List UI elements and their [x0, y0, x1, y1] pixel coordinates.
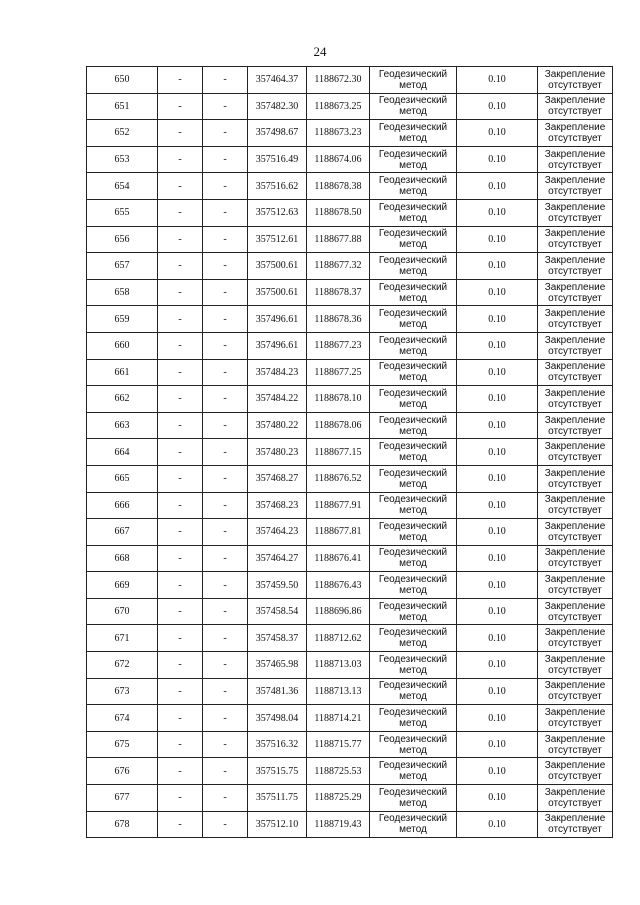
empty-value-cell: - — [158, 492, 203, 519]
point-number-cell: 670 — [87, 598, 158, 625]
x-coordinate-cell: 357511.75 — [248, 785, 307, 812]
y-coordinate-cell: 1188676.43 — [307, 572, 370, 599]
y-coordinate-cell: 1188677.25 — [307, 359, 370, 386]
method-cell: Геодезический метод — [370, 731, 457, 758]
x-coordinate-cell: 357458.54 — [248, 598, 307, 625]
empty-value-cell: - — [158, 811, 203, 838]
table-row — [87, 731, 613, 758]
empty-value-cell: - — [203, 625, 248, 652]
y-coordinate-cell: 1188676.41 — [307, 545, 370, 572]
empty-value-cell: - — [203, 386, 248, 413]
x-coordinate-cell: 357480.22 — [248, 412, 307, 439]
table-row — [87, 572, 613, 599]
x-coordinate-cell: 357484.22 — [248, 386, 307, 413]
accuracy-cell: 0.10 — [457, 359, 538, 386]
empty-value-cell: - — [158, 332, 203, 359]
marking-cell: Закрепление отсутствует — [538, 519, 613, 546]
table-row — [87, 758, 613, 785]
x-coordinate-cell: 357482.30 — [248, 93, 307, 120]
point-number-cell: 669 — [87, 572, 158, 599]
x-coordinate-cell: 357464.23 — [248, 519, 307, 546]
method-cell: Геодезический метод — [370, 173, 457, 200]
y-coordinate-cell: 1188696.86 — [307, 598, 370, 625]
table-row — [87, 465, 613, 492]
y-coordinate-cell: 1188678.36 — [307, 306, 370, 333]
marking-cell: Закрепление отсутствует — [538, 120, 613, 147]
empty-value-cell: - — [158, 253, 203, 280]
x-coordinate-cell: 357496.61 — [248, 332, 307, 359]
marking-cell: Закрепление отсутствует — [538, 93, 613, 120]
y-coordinate-cell: 1188678.10 — [307, 386, 370, 413]
empty-value-cell: - — [158, 412, 203, 439]
empty-value-cell: - — [158, 279, 203, 306]
table-row — [87, 652, 613, 679]
empty-value-cell: - — [158, 678, 203, 705]
y-coordinate-cell: 1188678.06 — [307, 412, 370, 439]
point-number-cell: 657 — [87, 253, 158, 280]
point-number-cell: 650 — [87, 67, 158, 94]
method-cell: Геодезический метод — [370, 146, 457, 173]
y-coordinate-cell: 1188713.13 — [307, 678, 370, 705]
method-cell: Геодезический метод — [370, 199, 457, 226]
point-number-cell: 652 — [87, 120, 158, 147]
accuracy-cell: 0.10 — [457, 811, 538, 838]
point-number-cell: 654 — [87, 173, 158, 200]
point-number-cell: 672 — [87, 652, 158, 679]
accuracy-cell: 0.10 — [457, 386, 538, 413]
method-cell: Геодезический метод — [370, 758, 457, 785]
marking-cell: Закрепление отсутствует — [538, 545, 613, 572]
table-row — [87, 253, 613, 280]
y-coordinate-cell: 1188725.53 — [307, 758, 370, 785]
method-cell: Геодезический метод — [370, 120, 457, 147]
empty-value-cell: - — [203, 253, 248, 280]
accuracy-cell: 0.10 — [457, 705, 538, 732]
accuracy-cell: 0.10 — [457, 253, 538, 280]
method-cell: Геодезический метод — [370, 572, 457, 599]
x-coordinate-cell: 357516.32 — [248, 731, 307, 758]
accuracy-cell: 0.10 — [457, 545, 538, 572]
empty-value-cell: - — [203, 93, 248, 120]
table-row — [87, 705, 613, 732]
x-coordinate-cell: 357516.49 — [248, 146, 307, 173]
empty-value-cell: - — [158, 572, 203, 599]
empty-value-cell: - — [203, 545, 248, 572]
empty-value-cell: - — [203, 359, 248, 386]
marking-cell: Закрепление отсутствует — [538, 572, 613, 599]
empty-value-cell: - — [203, 731, 248, 758]
point-number-cell: 667 — [87, 519, 158, 546]
empty-value-cell: - — [158, 173, 203, 200]
point-number-cell: 659 — [87, 306, 158, 333]
marking-cell: Закрепление отсутствует — [538, 731, 613, 758]
table-row — [87, 146, 613, 173]
x-coordinate-cell: 357458.37 — [248, 625, 307, 652]
marking-cell: Закрепление отсутствует — [538, 253, 613, 280]
table-row — [87, 492, 613, 519]
method-cell: Геодезический метод — [370, 625, 457, 652]
empty-value-cell: - — [158, 146, 203, 173]
point-number-cell: 671 — [87, 625, 158, 652]
method-cell: Геодезический метод — [370, 439, 457, 466]
accuracy-cell: 0.10 — [457, 758, 538, 785]
x-coordinate-cell: 357498.67 — [248, 120, 307, 147]
marking-cell: Закрепление отсутствует — [538, 173, 613, 200]
empty-value-cell: - — [203, 120, 248, 147]
empty-value-cell: - — [158, 439, 203, 466]
marking-cell: Закрепление отсутствует — [538, 625, 613, 652]
marking-cell: Закрепление отсутствует — [538, 705, 613, 732]
point-number-cell: 676 — [87, 758, 158, 785]
empty-value-cell: - — [158, 386, 203, 413]
table-row — [87, 306, 613, 333]
y-coordinate-cell: 1188678.38 — [307, 173, 370, 200]
x-coordinate-cell: 357500.61 — [248, 279, 307, 306]
coordinates-table-body — [87, 67, 613, 838]
point-number-cell: 665 — [87, 465, 158, 492]
y-coordinate-cell: 1188715.77 — [307, 731, 370, 758]
accuracy-cell: 0.10 — [457, 173, 538, 200]
y-coordinate-cell: 1188677.81 — [307, 519, 370, 546]
empty-value-cell: - — [203, 598, 248, 625]
empty-value-cell: - — [203, 492, 248, 519]
point-number-cell: 673 — [87, 678, 158, 705]
coordinates-table — [86, 66, 613, 838]
marking-cell: Закрепление отсутствует — [538, 359, 613, 386]
table-row — [87, 332, 613, 359]
empty-value-cell: - — [203, 572, 248, 599]
accuracy-cell: 0.10 — [457, 652, 538, 679]
empty-value-cell: - — [203, 439, 248, 466]
y-coordinate-cell: 1188725.29 — [307, 785, 370, 812]
point-number-cell: 678 — [87, 811, 158, 838]
method-cell: Геодезический метод — [370, 705, 457, 732]
table-row — [87, 811, 613, 838]
accuracy-cell: 0.10 — [457, 572, 538, 599]
marking-cell: Закрепление отсутствует — [538, 678, 613, 705]
method-cell: Геодезический метод — [370, 492, 457, 519]
x-coordinate-cell: 357465.98 — [248, 652, 307, 679]
point-number-cell: 660 — [87, 332, 158, 359]
point-number-cell: 653 — [87, 146, 158, 173]
accuracy-cell: 0.10 — [457, 598, 538, 625]
method-cell: Геодезический метод — [370, 519, 457, 546]
accuracy-cell: 0.10 — [457, 731, 538, 758]
empty-value-cell: - — [203, 758, 248, 785]
y-coordinate-cell: 1188678.37 — [307, 279, 370, 306]
point-number-cell: 677 — [87, 785, 158, 812]
accuracy-cell: 0.10 — [457, 412, 538, 439]
table-row — [87, 93, 613, 120]
empty-value-cell: - — [158, 785, 203, 812]
empty-value-cell: - — [203, 652, 248, 679]
point-number-cell: 658 — [87, 279, 158, 306]
marking-cell: Закрепление отсутствует — [538, 226, 613, 253]
marking-cell: Закрепление отсутствует — [538, 785, 613, 812]
empty-value-cell: - — [158, 545, 203, 572]
empty-value-cell: - — [203, 412, 248, 439]
empty-value-cell: - — [158, 199, 203, 226]
empty-value-cell: - — [158, 705, 203, 732]
method-cell: Геодезический метод — [370, 652, 457, 679]
accuracy-cell: 0.10 — [457, 279, 538, 306]
accuracy-cell: 0.10 — [457, 439, 538, 466]
table-row — [87, 226, 613, 253]
empty-value-cell: - — [203, 519, 248, 546]
x-coordinate-cell: 357484.23 — [248, 359, 307, 386]
marking-cell: Закрепление отсутствует — [538, 67, 613, 94]
method-cell: Геодезический метод — [370, 412, 457, 439]
table-row — [87, 439, 613, 466]
accuracy-cell: 0.10 — [457, 519, 538, 546]
empty-value-cell: - — [203, 332, 248, 359]
method-cell: Геодезический метод — [370, 306, 457, 333]
empty-value-cell: - — [203, 67, 248, 94]
empty-value-cell: - — [158, 519, 203, 546]
table-row — [87, 359, 613, 386]
empty-value-cell: - — [203, 199, 248, 226]
table-row — [87, 678, 613, 705]
y-coordinate-cell: 1188719.43 — [307, 811, 370, 838]
accuracy-cell: 0.10 — [457, 67, 538, 94]
point-number-cell: 662 — [87, 386, 158, 413]
y-coordinate-cell: 1188677.91 — [307, 492, 370, 519]
method-cell: Геодезический метод — [370, 332, 457, 359]
table-row — [87, 386, 613, 413]
y-coordinate-cell: 1188677.32 — [307, 253, 370, 280]
empty-value-cell: - — [203, 678, 248, 705]
method-cell: Геодезический метод — [370, 785, 457, 812]
empty-value-cell: - — [158, 93, 203, 120]
marking-cell: Закрепление отсутствует — [538, 146, 613, 173]
method-cell: Геодезический метод — [370, 678, 457, 705]
empty-value-cell: - — [158, 652, 203, 679]
marking-cell: Закрепление отсутствует — [538, 279, 613, 306]
page-number: 24 — [313, 44, 327, 59]
accuracy-cell: 0.10 — [457, 492, 538, 519]
empty-value-cell: - — [158, 465, 203, 492]
empty-value-cell: - — [203, 173, 248, 200]
accuracy-cell: 0.10 — [457, 120, 538, 147]
method-cell: Геодезический метод — [370, 93, 457, 120]
table-row — [87, 279, 613, 306]
empty-value-cell: - — [158, 226, 203, 253]
y-coordinate-cell: 1188673.25 — [307, 93, 370, 120]
empty-value-cell: - — [203, 465, 248, 492]
y-coordinate-cell: 1188677.15 — [307, 439, 370, 466]
table-row — [87, 173, 613, 200]
table-row — [87, 545, 613, 572]
marking-cell: Закрепление отсутствует — [538, 652, 613, 679]
point-number-cell: 674 — [87, 705, 158, 732]
accuracy-cell: 0.10 — [457, 306, 538, 333]
y-coordinate-cell: 1188713.03 — [307, 652, 370, 679]
table-row — [87, 67, 613, 94]
method-cell: Геодезический метод — [370, 598, 457, 625]
x-coordinate-cell: 357459.50 — [248, 572, 307, 599]
marking-cell: Закрепление отсутствует — [538, 412, 613, 439]
y-coordinate-cell: 1188714.21 — [307, 705, 370, 732]
point-number-cell: 675 — [87, 731, 158, 758]
empty-value-cell: - — [203, 785, 248, 812]
table-row — [87, 598, 613, 625]
x-coordinate-cell: 357512.63 — [248, 199, 307, 226]
table-row — [87, 412, 613, 439]
point-number-cell: 661 — [87, 359, 158, 386]
y-coordinate-cell: 1188676.52 — [307, 465, 370, 492]
table-row — [87, 120, 613, 147]
method-cell: Геодезический метод — [370, 226, 457, 253]
method-cell: Геодезический метод — [370, 253, 457, 280]
accuracy-cell: 0.10 — [457, 146, 538, 173]
point-number-cell: 651 — [87, 93, 158, 120]
empty-value-cell: - — [158, 67, 203, 94]
y-coordinate-cell: 1188677.23 — [307, 332, 370, 359]
empty-value-cell: - — [203, 146, 248, 173]
accuracy-cell: 0.10 — [457, 226, 538, 253]
accuracy-cell: 0.10 — [457, 785, 538, 812]
accuracy-cell: 0.10 — [457, 678, 538, 705]
marking-cell: Закрепление отсутствует — [538, 465, 613, 492]
empty-value-cell: - — [158, 625, 203, 652]
empty-value-cell: - — [158, 598, 203, 625]
y-coordinate-cell: 1188673.23 — [307, 120, 370, 147]
method-cell: Геодезический метод — [370, 545, 457, 572]
marking-cell: Закрепление отсутствует — [538, 199, 613, 226]
y-coordinate-cell: 1188674.06 — [307, 146, 370, 173]
marking-cell: Закрепление отсутствует — [538, 386, 613, 413]
x-coordinate-cell: 357480.23 — [248, 439, 307, 466]
table-row — [87, 199, 613, 226]
accuracy-cell: 0.10 — [457, 332, 538, 359]
marking-cell: Закрепление отсутствует — [538, 439, 613, 466]
empty-value-cell: - — [203, 279, 248, 306]
method-cell: Геодезический метод — [370, 67, 457, 94]
marking-cell: Закрепление отсутствует — [538, 306, 613, 333]
y-coordinate-cell: 1188712.62 — [307, 625, 370, 652]
y-coordinate-cell: 1188672.30 — [307, 67, 370, 94]
x-coordinate-cell: 357464.37 — [248, 67, 307, 94]
y-coordinate-cell: 1188678.50 — [307, 199, 370, 226]
empty-value-cell: - — [158, 758, 203, 785]
x-coordinate-cell: 357512.61 — [248, 226, 307, 253]
method-cell: Геодезический метод — [370, 359, 457, 386]
table-row — [87, 785, 613, 812]
empty-value-cell: - — [158, 731, 203, 758]
point-number-cell: 666 — [87, 492, 158, 519]
marking-cell: Закрепление отсутствует — [538, 758, 613, 785]
x-coordinate-cell: 357515.75 — [248, 758, 307, 785]
method-cell: Геодезический метод — [370, 465, 457, 492]
point-number-cell: 656 — [87, 226, 158, 253]
accuracy-cell: 0.10 — [457, 199, 538, 226]
method-cell: Геодезический метод — [370, 279, 457, 306]
x-coordinate-cell: 357516.62 — [248, 173, 307, 200]
method-cell: Геодезический метод — [370, 811, 457, 838]
empty-value-cell: - — [203, 226, 248, 253]
empty-value-cell: - — [203, 705, 248, 732]
point-number-cell: 663 — [87, 412, 158, 439]
empty-value-cell: - — [158, 359, 203, 386]
empty-value-cell: - — [158, 120, 203, 147]
point-number-cell: 668 — [87, 545, 158, 572]
x-coordinate-cell: 357500.61 — [248, 253, 307, 280]
empty-value-cell: - — [203, 811, 248, 838]
method-cell: Геодезический метод — [370, 386, 457, 413]
accuracy-cell: 0.10 — [457, 625, 538, 652]
point-number-cell: 655 — [87, 199, 158, 226]
y-coordinate-cell: 1188677.88 — [307, 226, 370, 253]
empty-value-cell: - — [158, 306, 203, 333]
x-coordinate-cell: 357498.04 — [248, 705, 307, 732]
x-coordinate-cell: 357468.27 — [248, 465, 307, 492]
marking-cell: Закрепление отсутствует — [538, 492, 613, 519]
x-coordinate-cell: 357468.23 — [248, 492, 307, 519]
x-coordinate-cell: 357464.27 — [248, 545, 307, 572]
accuracy-cell: 0.10 — [457, 465, 538, 492]
point-number-cell: 664 — [87, 439, 158, 466]
empty-value-cell: - — [203, 306, 248, 333]
marking-cell: Закрепление отсутствует — [538, 811, 613, 838]
table-row — [87, 519, 613, 546]
accuracy-cell: 0.10 — [457, 93, 538, 120]
marking-cell: Закрепление отсутствует — [538, 598, 613, 625]
x-coordinate-cell: 357512.10 — [248, 811, 307, 838]
x-coordinate-cell: 357496.61 — [248, 306, 307, 333]
x-coordinate-cell: 357481.36 — [248, 678, 307, 705]
table-row — [87, 625, 613, 652]
marking-cell: Закрепление отсутствует — [538, 332, 613, 359]
